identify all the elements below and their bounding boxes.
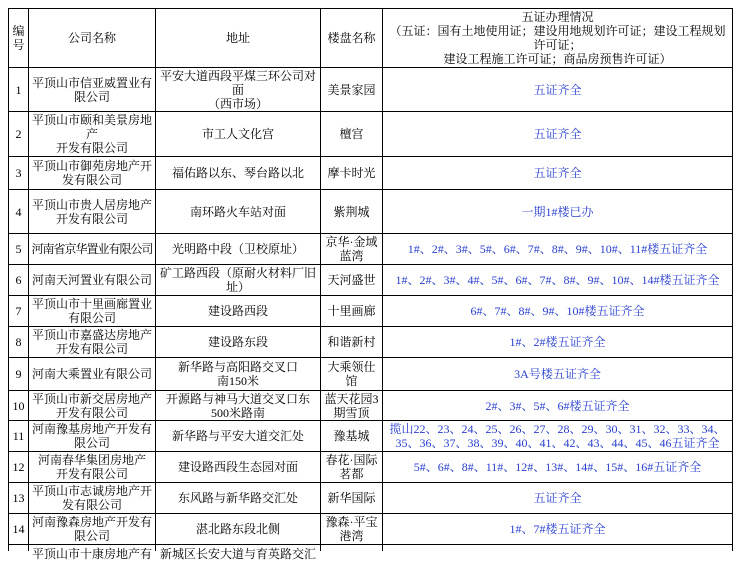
address-cell: 新城区长安大道与育英路交汇	[156, 545, 321, 551]
company-cell: 平顶山市十里画廊置业有限公司	[29, 296, 156, 327]
number-cell: 12	[9, 452, 29, 483]
number-cell: 13	[9, 483, 29, 514]
company-cell: 平顶山市十康房地产有	[29, 545, 156, 551]
number-cell: 5	[9, 234, 29, 265]
project-cell: 京华·金域蓝湾	[321, 234, 383, 265]
address-cell: 建设路西段	[156, 296, 321, 327]
number-cell: 9	[9, 358, 29, 391]
status-cell: 1#、2#楼五证齐全	[383, 327, 733, 358]
status-cell: 一期1#楼已办	[383, 190, 733, 234]
project-cell: 大乘领仕馆	[321, 358, 383, 391]
number-cell: 1	[9, 68, 29, 112]
project-cell: 美景家园	[321, 68, 383, 112]
number-cell: 4	[9, 190, 29, 234]
address-cell: 矿工路西段（原耐火材料厂旧址）	[156, 265, 321, 296]
project-cell: 豫基城	[321, 421, 383, 452]
address-cell: 福佑路以东、琴台路以北	[156, 157, 321, 190]
company-cell: 平顶山市信亚威置业有限公司	[29, 68, 156, 112]
company-cell: 平顶山市颐和美景房地产 开发有限公司	[29, 112, 156, 157]
status-cell	[383, 545, 733, 551]
number-cell: 6	[9, 265, 29, 296]
number-cell: 14	[9, 514, 29, 545]
company-cell: 平顶山市嘉盛达房地产开发有限公司	[29, 327, 156, 358]
status-cell: 五证齐全	[383, 483, 733, 514]
header-status-title: 五证办理情况	[521, 10, 594, 24]
table-row	[9, 112, 733, 157]
project-cell: 紫荆城	[321, 190, 383, 234]
header-status	[383, 9, 733, 68]
status-cell: 揽山22、23、24、25、26、27、28、29、30、31、32、33、34、35、36、37、38、39、40、41、42、43、44、45、46五证齐全	[383, 421, 733, 452]
address-cell: 新华路与平安大道交汇处	[156, 421, 321, 452]
address-cell: 建设路东段	[156, 327, 321, 358]
table-header	[9, 9, 733, 68]
number-cell: 3	[9, 157, 29, 190]
project-cell: 檀宫	[321, 112, 383, 157]
address-cell: 光明路中段（卫校原址）	[156, 234, 321, 265]
header-status-note-continued: 建设工程施工许可证；商品房预售许可证）	[443, 52, 672, 66]
address-cell: 开源路与神马大道交叉口东500米路南	[156, 391, 321, 421]
status-cell: 6#、7#、8#、9#、10#楼五证齐全	[383, 296, 733, 327]
table-row	[9, 265, 733, 296]
status-cell: 五证齐全	[383, 112, 733, 157]
status-cell: 5#、6#、8#、11#、12#、13#、14#、15#、16#五证齐全	[383, 452, 733, 483]
project-cell: 摩卡时光	[321, 157, 383, 190]
status-cell: 2#、3#、5#、6#楼五证齐全	[383, 391, 733, 421]
number-cell: 2	[9, 112, 29, 157]
table-row	[9, 483, 733, 514]
table-row	[9, 157, 733, 190]
number-cell: 7	[9, 296, 29, 327]
project-cell: 蓝天花园3期雪顶	[321, 391, 383, 421]
header-company: 公司名称	[29, 9, 156, 68]
project-cell: 春花·国际茗都	[321, 452, 383, 483]
status-cell: 1#、2#、3#、4#、5#、6#、7#、8#、9#、10#、14#楼五证齐全	[383, 265, 733, 296]
status-cell: 1#、7#楼五证齐全	[383, 514, 733, 545]
company-cell: 河南天河置业有限公司	[29, 265, 156, 296]
address-cell: 湛北路东段北侧	[156, 514, 321, 545]
table-row	[9, 327, 733, 358]
project-cell	[321, 545, 383, 551]
company-cell: 河南省京华置业有限公司	[29, 234, 156, 265]
table-row	[9, 514, 733, 545]
table-row	[9, 190, 733, 234]
number-cell: 10	[9, 391, 29, 421]
address-cell: 南环路火车站对面	[156, 190, 321, 234]
company-cell: 河南春华集团房地产 开发有限公司	[29, 452, 156, 483]
status-cell: 五证齐全	[383, 68, 733, 112]
company-cell: 平顶山市御苑房地产开发有限公司	[29, 157, 156, 190]
address-cell: 平安大道西段平煤三环公司对面 （西市场）	[156, 68, 321, 112]
status-cell: 五证齐全	[383, 157, 733, 190]
table-row	[9, 421, 733, 452]
company-cell: 平顶山市贵人居房地产 开发有限公司	[29, 190, 156, 234]
address-cell: 建设路西段生态园对面	[156, 452, 321, 483]
number-cell	[9, 545, 29, 551]
table-row	[9, 234, 733, 265]
table-row-partial	[9, 545, 733, 561]
certificate-status-table	[8, 8, 733, 561]
header-project: 楼盘名称	[321, 9, 383, 68]
table-row	[9, 452, 733, 483]
address-cell: 市工人文化宫	[156, 112, 321, 157]
table-row	[9, 296, 733, 327]
project-cell: 和谐新村	[321, 327, 383, 358]
table-row	[9, 68, 733, 112]
project-cell: 十里画廊	[321, 296, 383, 327]
address-cell: 新华路与高阳路交叉口 南150米	[156, 358, 321, 391]
table-row	[9, 391, 733, 421]
company-cell: 平顶山市志诚房地产开发有限公司	[29, 483, 156, 514]
company-cell: 河南大乘置业有限公司	[29, 358, 156, 391]
project-cell: 豫森·平宝港湾	[321, 514, 383, 545]
status-cell: 1#、2#、3#、5#、6#、7#、8#、9#、10#、11#楼五证齐全	[383, 234, 733, 265]
header-status-note: （五证：国有土地使用证；建设用地规划许可证；建设工程规划许可证；	[389, 24, 726, 52]
header-number: 编号	[9, 9, 29, 68]
status-cell: 3A号楼五证齐全	[383, 358, 733, 391]
company-cell: 河南豫森房地产开发有限公司	[29, 514, 156, 545]
project-cell: 天河盛世	[321, 265, 383, 296]
address-cell: 东风路与新华路交汇处	[156, 483, 321, 514]
header-address: 地址	[156, 9, 321, 68]
number-cell: 8	[9, 327, 29, 358]
table-row	[9, 358, 733, 391]
company-cell: 河南豫基房地产开发有限公司	[29, 421, 156, 452]
number-cell: 11	[9, 421, 29, 452]
company-cell: 平顶山市新交居房地产开发有限公司	[29, 391, 156, 421]
project-cell: 新华国际	[321, 483, 383, 514]
